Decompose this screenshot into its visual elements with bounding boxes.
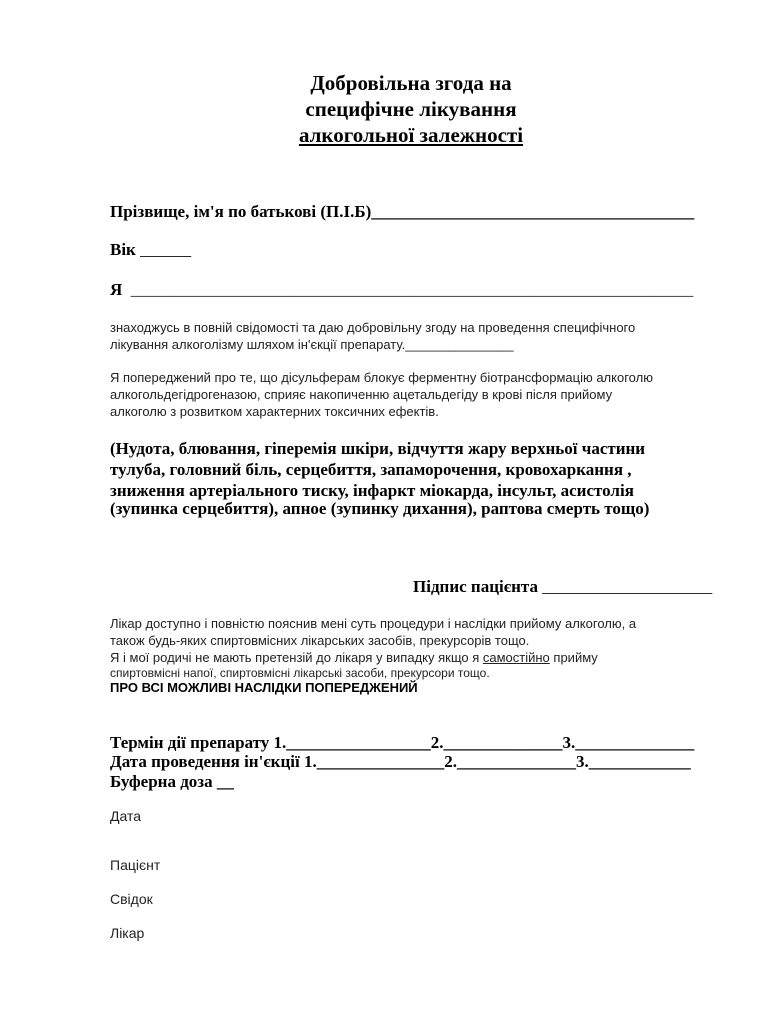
doctor-line-2: також будь-яких спиртовмісних лікарських засобів, прекурсорів тощо. (110, 633, 530, 648)
warning-line-2: алкогольдегідрогеназою, сприяє накопиченню ацетальдегіду в крові після прийому (110, 387, 613, 402)
consent-line-2-text: лікування алкоголізму шляхом ін'єкції препарату. (110, 337, 406, 352)
drug-blank: _______________ (405, 337, 514, 352)
effects-line-4: (зупинка серцебиття), апное (зупинку дихання), раптова смерть тощо) (110, 499, 650, 518)
footer-doctor: Лікар (110, 925, 145, 941)
signature-blank: ____________________ (542, 577, 713, 596)
footer-date: Дата (110, 808, 142, 824)
doctor-line-3-after: прийму (549, 650, 598, 665)
consent-line-1: знаходжусь в повній свідомості та даю добровільну згоду на проведення специфічного (110, 320, 636, 335)
warning-line-3: алкоголю з розвитком характерних токсичних ефектів. (110, 404, 439, 419)
consent-line-2 (110, 337, 514, 352)
age-blank: ______ (140, 240, 192, 259)
i-field (110, 280, 693, 300)
name-field (110, 202, 694, 222)
injection-dates-field: Дата проведення ін'єкції 1._______________2.______________3.____________ (110, 752, 691, 771)
patient-signature (413, 577, 712, 597)
document-title-line-3: алкогольної залежності (298, 123, 524, 147)
name-label: Прізвище, ім'я по батькові (П.І.Б) (110, 202, 372, 221)
signature-label: Підпис пацієнта (413, 577, 538, 596)
age-field (110, 240, 191, 260)
buffer-dose-field: Буферна доза __ (110, 772, 234, 791)
drug-duration-field: Термін дії препарату 1._________________2.______________3.______________ (110, 733, 695, 752)
name-blank: ______________________________________ (371, 202, 695, 221)
document-title-line-1: Добровільна згода на (310, 71, 512, 95)
i-label: Я (110, 280, 123, 299)
effects-line-2: тулуба, головний біль, серцебиття, запаморочення, кровохаркання , (110, 460, 632, 479)
footer-witness: Свідок (110, 891, 153, 907)
i-blank: ___________________________________________________________________________ (130, 283, 694, 299)
effects-line-3: зниження артеріального тиску, інфаркт міокарда, інсульт, асистолія (110, 481, 634, 500)
doctor-line-3 (110, 650, 598, 665)
document-title-line-2: специфічне лікування (305, 97, 517, 121)
effects-line-1: (Нудота, блювання, гіперемія шкіри, відчуття жару верхньої частини (110, 439, 646, 458)
doctor-line-5: ПРО ВСІ МОЖЛИВІ НАСЛІДКИ ПОПЕРЕДЖЕНИЙ (110, 680, 418, 695)
doctor-line-1: Лікар доступно і повністю пояснив мені суть процедури і наслідки прийому алкоголю, а (110, 616, 637, 631)
doctor-line-3-before: Я і мої родичі не мають претензій до лікаря у випадку якщо я (110, 650, 483, 665)
doctor-line-4: спиртовмісні напої, спиртовмісні лікарські засоби, прекурсори тощо. (110, 666, 490, 680)
age-label: Вік (110, 240, 136, 259)
warning-line-1: Я попереджений про те, що дісульферам блокує ферментну біотрансформацію алкоголю (110, 370, 653, 385)
footer-patient: Пацієнт (110, 857, 161, 873)
doctor-line-3-underlined: самостійно (482, 650, 550, 665)
